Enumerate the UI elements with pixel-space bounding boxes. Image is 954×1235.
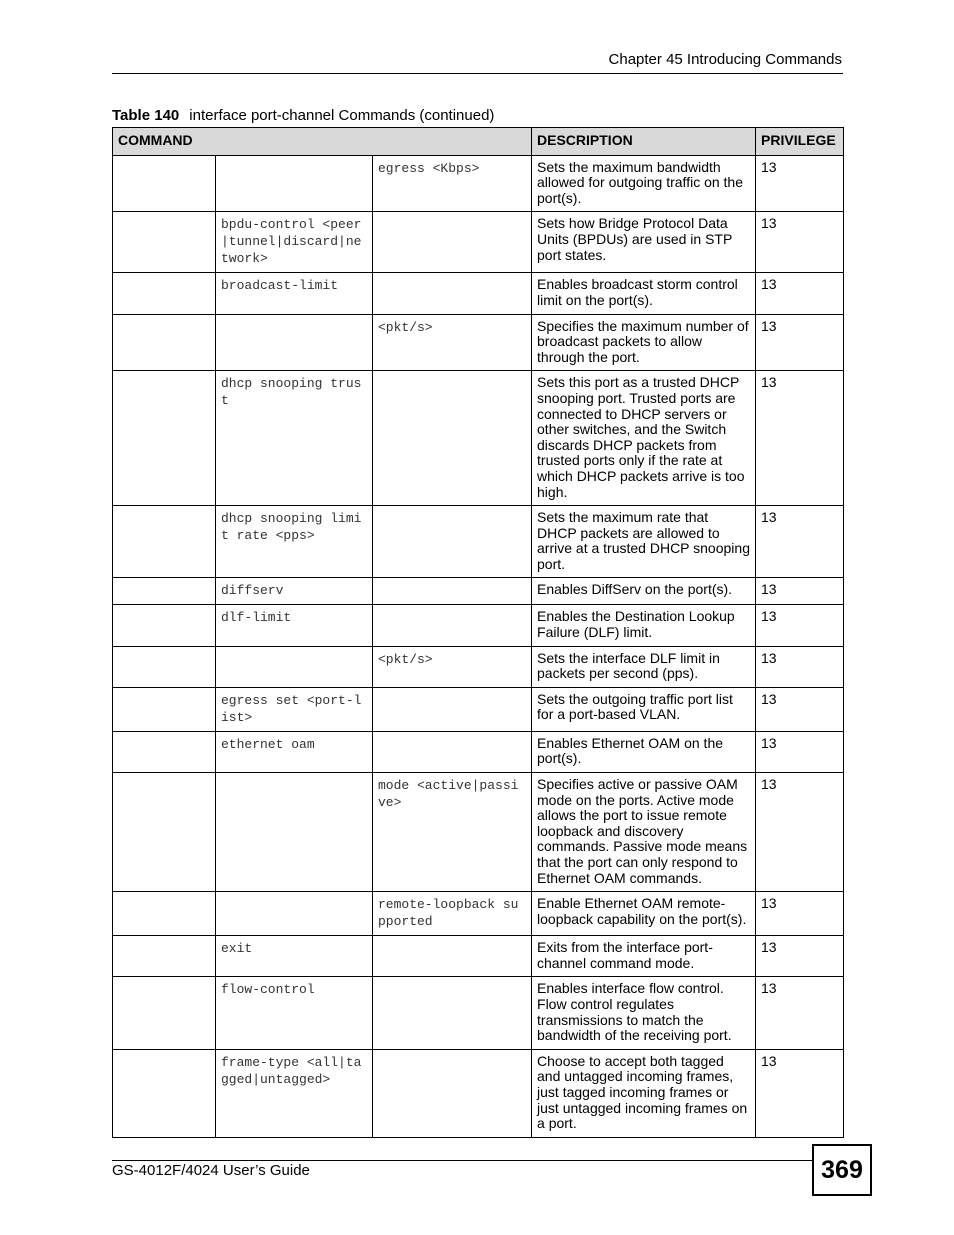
table-caption-label: Table 140 xyxy=(112,107,180,124)
command-level-1-cell xyxy=(113,273,216,314)
command-level-1-cell xyxy=(113,314,216,371)
command-level-1-cell xyxy=(113,731,216,772)
command-level-3-cell xyxy=(373,687,532,731)
command-level-3-cell xyxy=(373,371,532,506)
command-level-2-cell xyxy=(216,314,373,371)
privilege-cell: 13 xyxy=(756,506,844,578)
commands-table xyxy=(112,127,844,1138)
table-row xyxy=(113,578,844,605)
command-level-2-cell xyxy=(216,646,373,687)
command-level-3-cell xyxy=(373,605,532,646)
description-cell: Enable Ethernet OAM remote-loopback capability on the port(s). xyxy=(532,892,756,936)
command-level-1-cell xyxy=(113,506,216,578)
table-caption-text: interface port-channel Commands (continued) xyxy=(189,107,495,124)
header-divider xyxy=(112,73,843,74)
table-row xyxy=(113,605,844,646)
command-level-1-cell xyxy=(113,212,216,273)
privilege-cell: 13 xyxy=(756,687,844,731)
table-caption xyxy=(112,107,494,124)
description-cell: Enables interface flow control. Flow control regulates transmissions to match the bandwidth of the receiving port. xyxy=(532,977,756,1049)
command-level-3-cell: remote-loopback supported xyxy=(373,892,532,936)
page-number: 369 xyxy=(812,1144,872,1196)
table-row xyxy=(113,892,844,936)
privilege-cell: 13 xyxy=(756,646,844,687)
command-level-3-cell: <pkt/s> xyxy=(373,646,532,687)
description-cell: Exits from the interface port-channel command mode. xyxy=(532,936,756,977)
privilege-cell: 13 xyxy=(756,605,844,646)
command-level-3-cell xyxy=(373,578,532,605)
command-level-2-cell: dhcp snooping trust xyxy=(216,371,373,506)
privilege-cell: 13 xyxy=(756,1049,844,1137)
table-row xyxy=(113,687,844,731)
command-level-1-cell xyxy=(113,977,216,1049)
column-header-description: DESCRIPTION xyxy=(532,128,756,156)
description-cell: Sets this port as a trusted DHCP snooping port. Trusted ports are connected to DHCP servers or other switches, and the Switch discards DHCP packets from trusted ports only if the rate at which DHCP packets arrive is too high. xyxy=(532,371,756,506)
column-header-privilege: PRIVILEGE xyxy=(756,128,844,156)
description-cell: Enables broadcast storm control limit on the port(s). xyxy=(532,273,756,314)
table-row xyxy=(113,977,844,1049)
guide-title: GS-4012F/4024 User’s Guide xyxy=(112,1162,310,1179)
command-level-3-cell: egress <Kbps> xyxy=(373,155,532,212)
description-cell: Sets the maximum bandwidth allowed for outgoing traffic on the port(s). xyxy=(532,155,756,212)
command-level-2-cell: exit xyxy=(216,936,373,977)
description-cell: Enables the Destination Lookup Failure (DLF) limit. xyxy=(532,605,756,646)
description-cell: Sets how Bridge Protocol Data Units (BPDUs) are used in STP port states. xyxy=(532,212,756,273)
description-cell: Enables DiffServ on the port(s). xyxy=(532,578,756,605)
privilege-cell: 13 xyxy=(756,371,844,506)
table-row xyxy=(113,273,844,314)
privilege-cell: 13 xyxy=(756,212,844,273)
table-row xyxy=(113,731,844,772)
command-level-2-cell: bpdu-control <peer|tunnel|discard|network> xyxy=(216,212,373,273)
chapter-header: Chapter 45 Introducing Commands xyxy=(608,51,842,68)
command-level-3-cell: mode <active|passive> xyxy=(373,773,532,892)
command-level-2-cell: diffserv xyxy=(216,578,373,605)
command-level-1-cell xyxy=(113,578,216,605)
table-row xyxy=(113,314,844,371)
command-level-2-cell xyxy=(216,773,373,892)
table-row xyxy=(113,506,844,578)
command-level-2-cell xyxy=(216,155,373,212)
command-level-1-cell xyxy=(113,605,216,646)
privilege-cell: 13 xyxy=(756,731,844,772)
footer-divider xyxy=(112,1160,812,1161)
privilege-cell: 13 xyxy=(756,936,844,977)
command-level-3-cell xyxy=(373,936,532,977)
command-level-2-cell: egress set <port-list> xyxy=(216,687,373,731)
command-level-1-cell xyxy=(113,687,216,731)
table-row xyxy=(113,936,844,977)
table-row xyxy=(113,371,844,506)
command-level-1-cell xyxy=(113,371,216,506)
privilege-cell: 13 xyxy=(756,155,844,212)
command-level-3-cell: <pkt/s> xyxy=(373,314,532,371)
description-cell: Sets the maximum rate that DHCP packets are allowed to arrive at a trusted DHCP snooping port. xyxy=(532,506,756,578)
privilege-cell: 13 xyxy=(756,578,844,605)
description-cell: Specifies active or passive OAM mode on the ports. Active mode allows the port to issue remote loopback and discovery commands. Passive mode means that the port can only respond to Ethernet OAM commands. xyxy=(532,773,756,892)
privilege-cell: 13 xyxy=(756,892,844,936)
description-cell: Specifies the maximum number of broadcast packets to allow through the port. xyxy=(532,314,756,371)
command-level-3-cell xyxy=(373,977,532,1049)
command-level-2-cell: frame-type <all|tagged|untagged> xyxy=(216,1049,373,1137)
command-level-3-cell xyxy=(373,1049,532,1137)
command-level-3-cell xyxy=(373,506,532,578)
command-level-1-cell xyxy=(113,892,216,936)
table-row xyxy=(113,1049,844,1137)
command-level-1-cell xyxy=(113,646,216,687)
command-level-2-cell: ethernet oam xyxy=(216,731,373,772)
command-level-2-cell: dlf-limit xyxy=(216,605,373,646)
privilege-cell: 13 xyxy=(756,977,844,1049)
command-level-1-cell xyxy=(113,1049,216,1137)
description-cell: Sets the interface DLF limit in packets per second (pps). xyxy=(532,646,756,687)
table-row xyxy=(113,646,844,687)
command-level-3-cell xyxy=(373,212,532,273)
privilege-cell: 13 xyxy=(756,773,844,892)
privilege-cell: 13 xyxy=(756,314,844,371)
command-level-1-cell xyxy=(113,773,216,892)
column-header-command: COMMAND xyxy=(113,128,532,156)
command-level-2-cell: broadcast-limit xyxy=(216,273,373,314)
command-level-1-cell xyxy=(113,936,216,977)
privilege-cell: 13 xyxy=(756,273,844,314)
command-level-2-cell: dhcp snooping limit rate <pps> xyxy=(216,506,373,578)
description-cell: Sets the outgoing traffic port list for a port-based VLAN. xyxy=(532,687,756,731)
table-header-row xyxy=(113,128,844,156)
description-cell: Enables Ethernet OAM on the port(s). xyxy=(532,731,756,772)
description-cell: Choose to accept both tagged and untagged incoming frames, just tagged incoming frames or just untagged incoming frames on a port. xyxy=(532,1049,756,1137)
command-level-3-cell xyxy=(373,273,532,314)
command-level-2-cell: flow-control xyxy=(216,977,373,1049)
command-level-2-cell xyxy=(216,892,373,936)
command-level-3-cell xyxy=(373,731,532,772)
table-row xyxy=(113,212,844,273)
table-row xyxy=(113,773,844,892)
table-row xyxy=(113,155,844,212)
command-level-1-cell xyxy=(113,155,216,212)
